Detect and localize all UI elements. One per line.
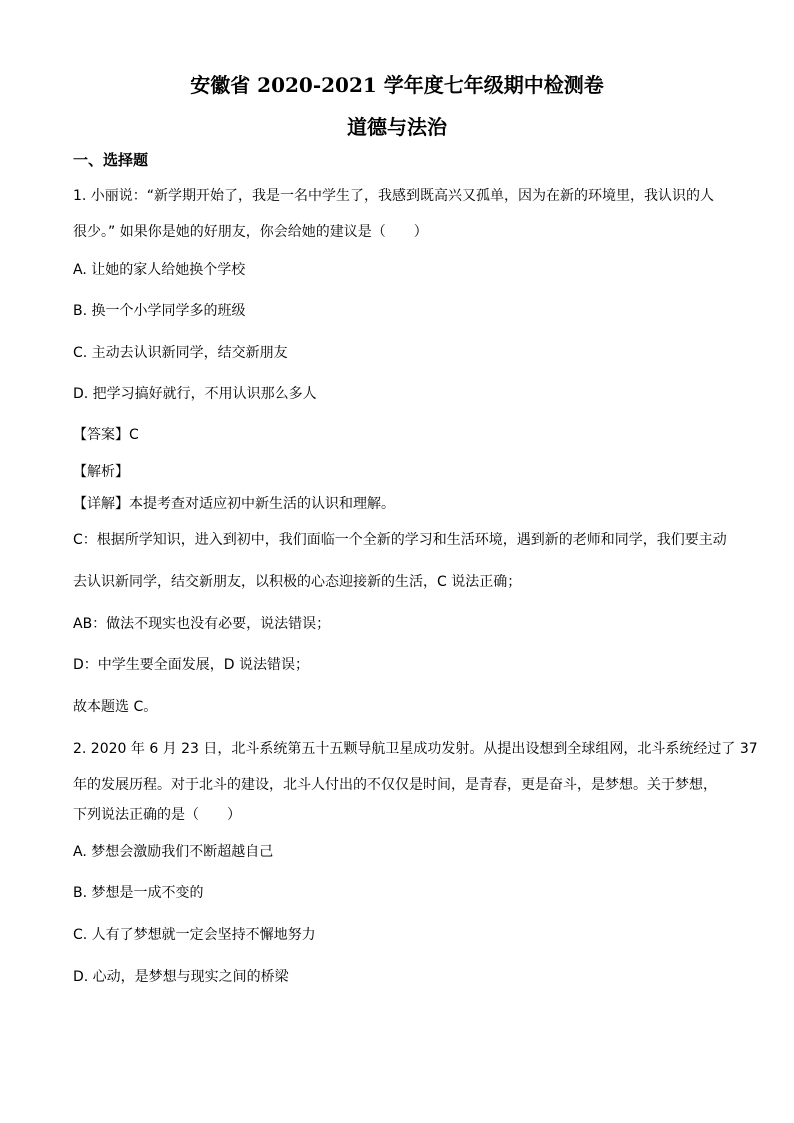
q1-explain-c-line1: C：根据所学知识，进入到初中，我们面临一个全新的学习和生活环境，遇到新的老师和同学，我们要主动	[73, 532, 727, 548]
q1-option-b: B. 换一个小学同学多的班级	[73, 303, 246, 319]
q1-explain-d: D：中学生要全面发展，D 说法错误；	[73, 657, 310, 673]
detail-label: 【详解】	[73, 496, 129, 512]
q2-option-d: D. 心动，是梦想与现实之间的桥梁	[73, 969, 289, 985]
q1-explain-c-line2: 去认识新同学，结交新朋友，以积极的心态迎接新的生活，C 说法正确；	[73, 574, 522, 590]
q2-stem-line2: 年的发展历程。对于北斗的建设，北斗人付出的不仅仅是时间，是青春，更是奋斗，是梦想。关于梦想，	[73, 777, 717, 793]
q1-option-a: A. 让她的家人给她换个学校	[73, 262, 246, 278]
q1-conclusion: 故本题选 C。	[73, 699, 158, 715]
q1-stem-line1: 1. 小丽说：“新学期开始了，我是一名中学生了，我感到既高兴又孤单，因为在新的环境里，我认识的人	[73, 188, 715, 204]
detail-text: 本提考查对适应初中新生活的认识和理解。	[129, 496, 395, 512]
q2-option-c: C. 人有了梦想就一定会坚持不懈地努力	[73, 927, 316, 943]
q2-option-a: A. 梦想会激励我们不断超越自己	[73, 844, 274, 860]
q1-detail	[73, 494, 395, 514]
answer-label: 【答案】	[73, 427, 129, 443]
q1-stem-line2: 很少。” 如果你是她的好朋友，你会给她的建议是（ ）	[73, 224, 428, 240]
q1-option-c: C. 主动去认识新同学，结交新朋友	[73, 345, 288, 361]
q2-stem-line3: 下列说法正确的是（ ）	[73, 807, 241, 823]
document-subtitle: 道德与法治	[347, 115, 447, 139]
section-heading-choice: 一、选择题	[73, 151, 149, 169]
document-title: 安徽省 2020-2021 学年度七年级期中检测卷	[190, 73, 604, 97]
answer-value: C	[129, 427, 139, 443]
q1-option-d: D. 把学习搞好就行，不用认识那么多人	[73, 386, 317, 402]
q1-answer	[73, 425, 139, 445]
q1-analysis-label: 【解析】	[73, 464, 129, 480]
q2-stem-line1: 2. 2020 年 6 月 23 日，北斗系统第五十五颗导航卫星成功发射。从提出设想到全球组网，北斗系统经过了 37	[73, 741, 758, 757]
q1-explain-ab: AB：做法不现实也没有必要，说法错误；	[73, 616, 331, 632]
q2-option-b: B. 梦想是一成不变的	[73, 885, 204, 901]
